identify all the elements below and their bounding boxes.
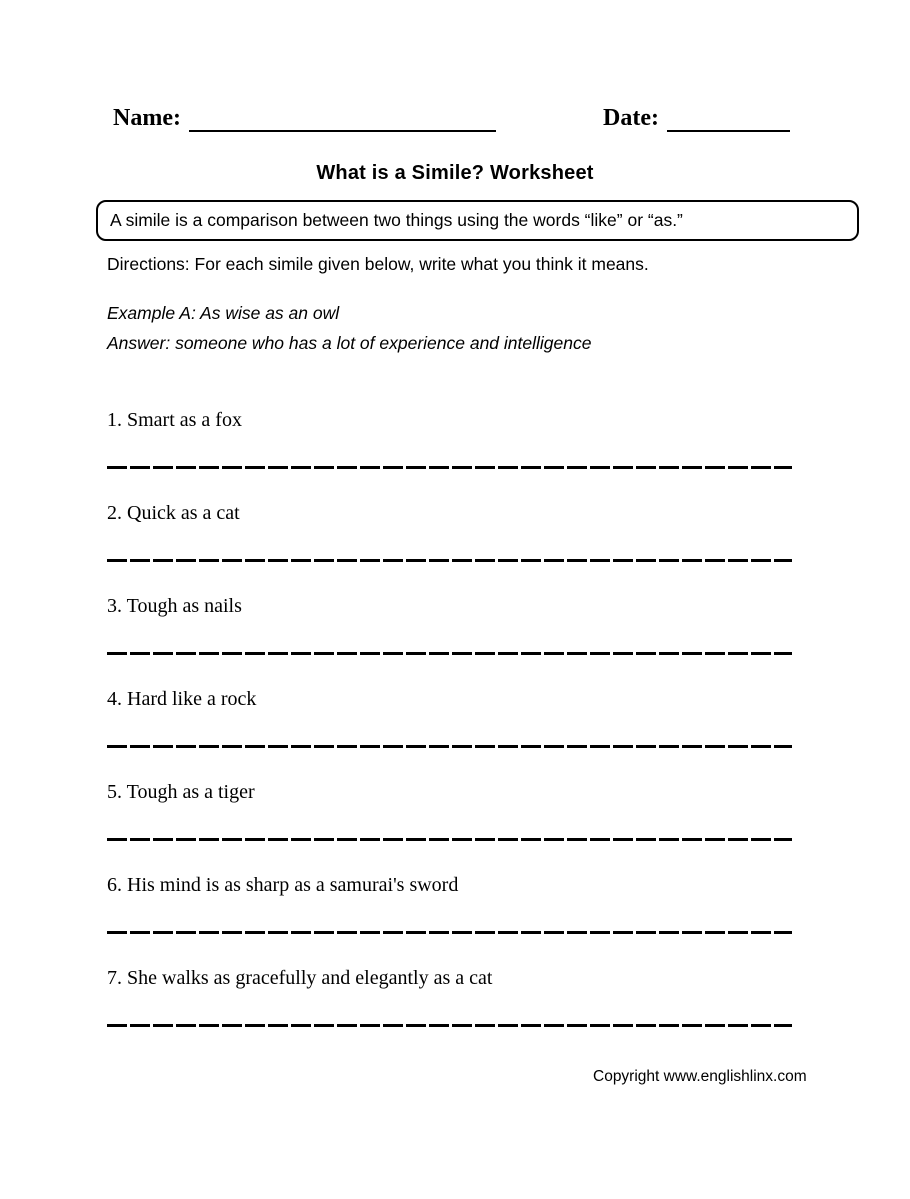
- date-label: Date:: [603, 105, 659, 131]
- simile-item-label: [107, 408, 792, 432]
- simile-item-label: [107, 966, 792, 990]
- simile-items-list: [107, 376, 792, 1027]
- simile-item: [107, 966, 792, 1027]
- answer-blank-line: [107, 559, 792, 562]
- item-number: 3.: [107, 595, 122, 617]
- answer-blank-line: [107, 1024, 792, 1027]
- item-number: 6.: [107, 874, 122, 896]
- item-number: 7.: [107, 967, 122, 989]
- simile-item-label: [107, 780, 792, 804]
- definition-text: A simile is a comparison between two things using the words “like” or “as.”: [110, 210, 683, 230]
- answer-blank-line: [107, 652, 792, 655]
- item-text: Quick as a cat: [127, 502, 240, 524]
- example-block: [107, 298, 591, 358]
- simile-item: [107, 594, 792, 655]
- date-blank-line: [667, 104, 790, 132]
- item-number: 2.: [107, 502, 122, 524]
- simile-item-label: [107, 501, 792, 525]
- item-text: Hard like a rock: [127, 688, 257, 710]
- item-text: She walks as gracefully and elegantly as a cat: [127, 967, 493, 989]
- simile-item: [107, 408, 792, 469]
- simile-item-label: [107, 687, 792, 711]
- simile-item: [107, 780, 792, 841]
- item-text: His mind is as sharp as a samurai's sword: [127, 874, 459, 896]
- date-field-group: [603, 104, 790, 132]
- item-number: 4.: [107, 688, 122, 710]
- name-label: Name:: [113, 105, 181, 131]
- answer-blank-line: [107, 745, 792, 748]
- definition-box: [96, 200, 859, 241]
- page-title: What is a Simile? Worksheet: [316, 162, 594, 184]
- example-prompt: Example A: As wise as an owl: [107, 303, 340, 323]
- copyright-text: Copyright www.englishlinx.com: [593, 1068, 807, 1085]
- answer-blank-line: [107, 466, 792, 469]
- example-answer: Answer: someone who has a lot of experience and intelligence: [107, 333, 592, 353]
- name-blank-line: [189, 104, 496, 132]
- item-text: Tough as a tiger: [126, 781, 255, 803]
- answer-blank-line: [107, 931, 792, 934]
- directions-text: Directions: For each simile given below, write what you think it means.: [107, 254, 649, 274]
- name-field-group: [113, 104, 496, 132]
- simile-item: [107, 687, 792, 748]
- simile-item-label: [107, 594, 792, 618]
- header-row: [113, 104, 790, 132]
- item-number: 5.: [107, 781, 122, 803]
- item-text: Tough as nails: [126, 595, 242, 617]
- simile-item-label: [107, 873, 792, 897]
- item-text: Smart as a fox: [127, 409, 242, 431]
- item-number: 1.: [107, 409, 122, 431]
- answer-blank-line: [107, 838, 792, 841]
- simile-item: [107, 873, 792, 934]
- simile-item: [107, 501, 792, 562]
